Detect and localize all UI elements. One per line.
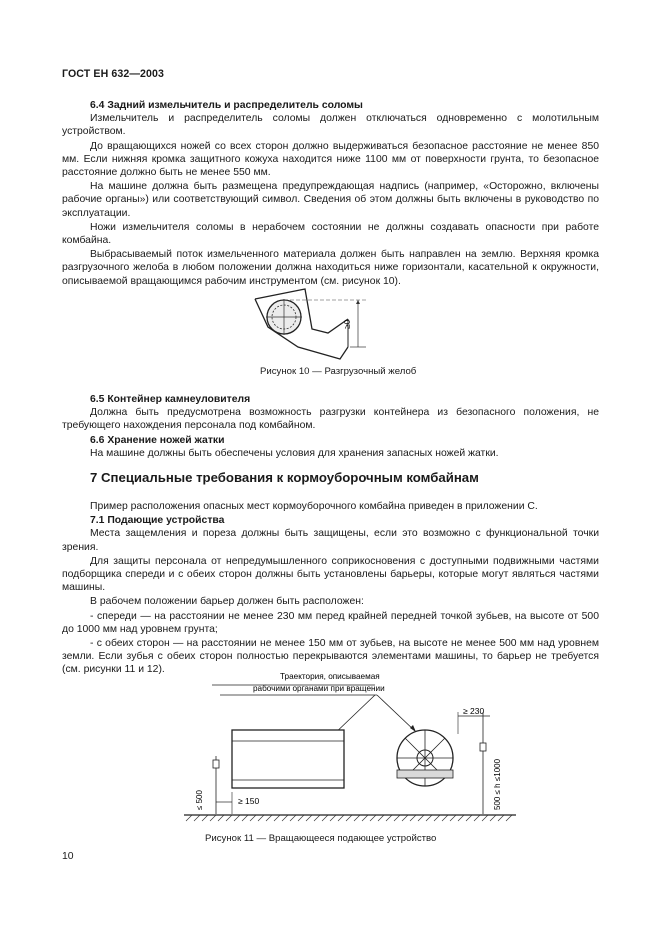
section-6-5-title: 6.5 Контейнер камнеуловителя: [90, 394, 251, 405]
figure-10-discharge-chute: [250, 285, 380, 365]
section-7-body: [62, 500, 599, 678]
section-6-6-title: 6.6 Хранение ножей жатки: [90, 434, 225, 446]
figure-11-annotation-line2: рабочими органами при вращении: [253, 684, 385, 693]
figure-11-dimension-150: ≥ 150: [238, 796, 260, 806]
section-6-6-paragraph: На машине должны быть обеспечены условия для хранения запасных ножей жатки.: [90, 447, 499, 459]
section-6-4-paragraph: До вращающихся ножей со всех сторон должно выдерживаться безопасное расстояние не менее 850 мм. Если нижняя кромка защитного кожуха находится ниже 1100 мм от поверхности грунта, то безопасное расстояние должно быть не менее 550 мм.: [62, 140, 599, 179]
section-7-1-paragraph: В рабочем положении барьер должен быть расположен:: [90, 596, 364, 608]
figure-11-dimension-h: 500 ≤ h ≤1000: [493, 758, 502, 810]
section-6-4: [62, 99, 599, 289]
section-6-5-paragraph: Должна быть предусмотрена возможность разгрузки контейнера из безопасного положения, не требующего нахождения персонала под комбайном.: [62, 407, 599, 432]
section-7-1-paragraph: Для защиты персонала от непредумышленного соприкосновения с доступными подвижными частями подборщика спереди и с обеих сторон должны быть установлены барьеры, которые могут являться частями машины.: [62, 555, 599, 594]
figure-10-caption: Рисунок 10 — Разгрузочный желоб: [260, 366, 417, 377]
section-6-4-title: 6.4 Задний измельчитель и распределитель соломы: [90, 100, 363, 111]
section-7-1-paragraph: Места защемления и пореза должны быть защищены, если это возможно с функциональной точки зрения.: [62, 528, 599, 553]
figure-11-caption: Рисунок 11 — Вращающееся подающее устройство: [205, 833, 437, 844]
figure-11-annotation-line1: Траектория, описываемая: [280, 672, 380, 681]
section-6-5-6-6: [62, 393, 599, 461]
section-6-4-paragraph: Измельчитель и распределитель соломы должен отключаться одновременно с молотильным устройством.: [62, 113, 599, 138]
section-7-intro: Пример расположения опасных мест кормоуборочного комбайна приведен в приложении С.: [90, 501, 538, 512]
section-6-4-paragraph: Выбрасываемый поток измельченного материала должен быть направлен на землю. Верхняя кромка разгрузочного желоба в любом положении должна находиться ниже горизонтали, касательной к окружности, описываемой вращающимся рабочим инструментом (см. рисунок 10).: [62, 249, 599, 287]
figure-10-dimension-label: ≥0: [342, 319, 352, 329]
section-7-1-paragraph: - с обеих сторон — на расстоянии не менее 150 мм от зубьев, на высоте не менее 500 мм над уровнем земли. Если зубья с обеих сторон полностью перекрываются элементами машины, то барьер не требуется (см. рисунки 11 и 12).: [62, 638, 599, 676]
figure-11-dimension-230: ≥ 230: [463, 706, 485, 716]
section-6-4-paragraph: Ножи измельчителя соломы в нерабочем состоянии не должны создавать опасности при работе комбайна.: [62, 221, 599, 247]
section-7-title: 7 Специальные требования к кормоуборочным комбайнам: [90, 470, 479, 485]
figure-11-rotating-feeder: [180, 668, 520, 830]
section-7-1-title: 7.1 Подающие устройства: [90, 515, 225, 527]
figure-11-dimension-500: ≤ 500: [195, 790, 204, 810]
page-number: 10: [62, 851, 74, 862]
section-6-4-paragraph: На машине должна быть размещена предупреждающая надпись (например, «Осторожно, включены рабочие органы») или соответствующий символ. Сведения об этом должны быть включены в руководство по эксплуатации.: [62, 181, 599, 219]
document-code-header: ГОСТ ЕН 632—2003: [62, 68, 165, 80]
section-7-1-paragraph: - спереди — на расстоянии не менее 230 мм перед крайней передней точкой зубьев, на высоте от 500 до 1000 мм над уровнем грунта;: [62, 610, 599, 635]
